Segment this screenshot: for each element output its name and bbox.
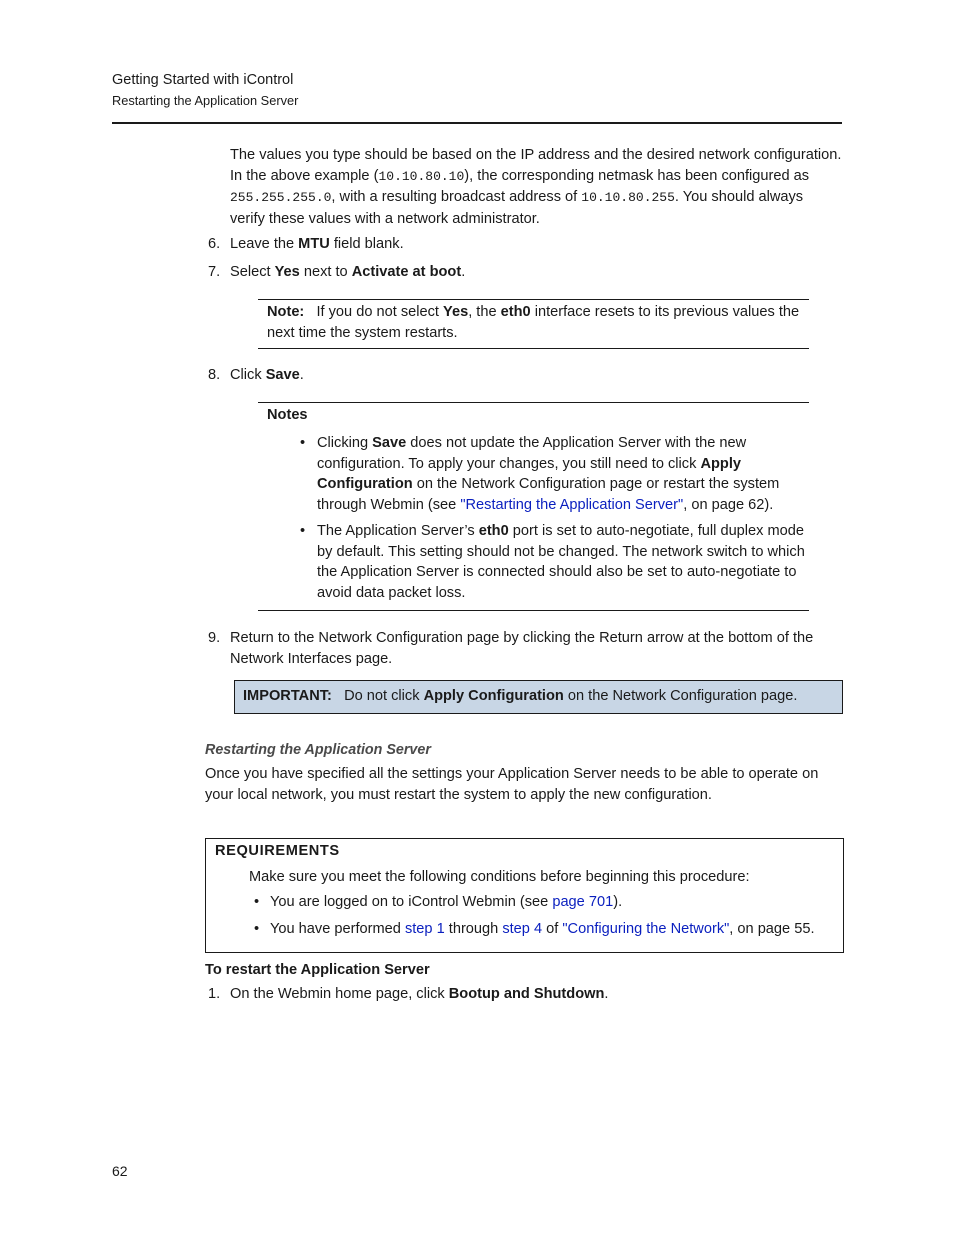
example-broadcast: 10.10.80.255 — [581, 190, 675, 205]
requirements-label: REQUIREMENTS — [215, 843, 340, 859]
step-4-link[interactable]: step 4 — [502, 921, 543, 937]
example-netmask: 255.255.255.0 — [230, 190, 332, 205]
note-text: Note: If you do not select Yes, the eth0 interface resets to its previous values the next time the system restarts. — [267, 304, 800, 341]
page-701-link[interactable]: page 701 — [552, 894, 614, 910]
intro-text-1: The values you type should be based on the IP address and the desired network configuration. In the above example ( — [230, 147, 842, 184]
intro-text-2: ), the corresponding netmask has been configured as — [464, 167, 810, 184]
section-title: Restarting the Application Server — [205, 742, 431, 758]
step-number: 8. — [208, 367, 221, 383]
important-label: IMPORTANT: — [243, 688, 332, 704]
section-paragraph: Once you have specified all the settings your Application Server needs to be able to operate on your local network, you must restart the system to apply the new configuration. — [205, 766, 819, 803]
intro-text-4: . You should always verify these values with a network administrator. — [230, 189, 804, 227]
header-divider — [112, 122, 842, 124]
step-number: 6. — [208, 236, 221, 252]
page-number: 62 — [112, 1163, 128, 1179]
running-header-title: Getting Started with iControl — [112, 72, 294, 88]
bullet-text: The Application Server’s eth0 port is set to auto-negotiate, full duplex mode by default. This setting should not be changed. The network switch to which the Application Server is connected should also be set to auto-negotiate to avoid data packet loss. — [317, 523, 805, 601]
step-number: 1. — [208, 986, 221, 1002]
bullet-icon: • — [300, 435, 306, 451]
intro-paragraph — [230, 145, 842, 229]
example-ip: 10.10.80.10 — [378, 168, 465, 184]
notes-label: Notes — [267, 407, 308, 423]
requirements-intro: Make sure you meet the following conditions before beginning this procedure: — [249, 869, 750, 885]
notes-box — [258, 402, 809, 611]
note-box — [258, 299, 809, 349]
important-box — [234, 680, 843, 714]
configuring-network-link[interactable]: "Configuring the Network" — [562, 921, 730, 937]
step-text: Leave the MTU field blank. — [230, 236, 404, 252]
step-text: Select Yes next to Activate at boot. — [230, 264, 466, 280]
step-text: On the Webmin home page, click Bootup and Shutdown. — [230, 986, 609, 1002]
procedure-title: To restart the Application Server — [205, 962, 430, 978]
bullet-icon: • — [254, 894, 260, 910]
step-text: Return to the Network Configuration page by clicking the Return arrow at the bottom of the Network Interfaces page. — [230, 630, 814, 667]
bullet-text: Clicking Save does not update the Application Server with the new configuration. To apply your changes, you still need to click Apply Configuration on the Network Configuration page or restart the system through Webmin (see "Restarting the Application Server", on page 62). — [317, 435, 780, 513]
step-1-link[interactable]: step 1 — [404, 921, 445, 937]
step-text: Click Save. — [230, 367, 304, 383]
requirements-box — [205, 838, 844, 953]
requirement-text: You are logged on to iControl Webmin (see page 701). — [270, 894, 623, 910]
bullet-icon: • — [300, 523, 306, 539]
bullet-icon: • — [254, 921, 260, 937]
step-number: 7. — [208, 264, 221, 280]
restarting-app-server-link[interactable]: "Restarting the Application Server" — [460, 496, 684, 513]
step-number: 9. — [208, 630, 221, 646]
requirement-text: You have performed step 1 through step 4 of "Configuring the Network", on page 55. — [270, 921, 815, 937]
important-text: IMPORTANT: Do not click Apply Configuration on the Network Configuration page. — [243, 688, 798, 704]
intro-text-3: , with a resulting broadcast address of — [331, 189, 582, 205]
note-label: Note: — [267, 304, 305, 320]
running-header-subtitle: Restarting the Application Server — [112, 93, 299, 108]
